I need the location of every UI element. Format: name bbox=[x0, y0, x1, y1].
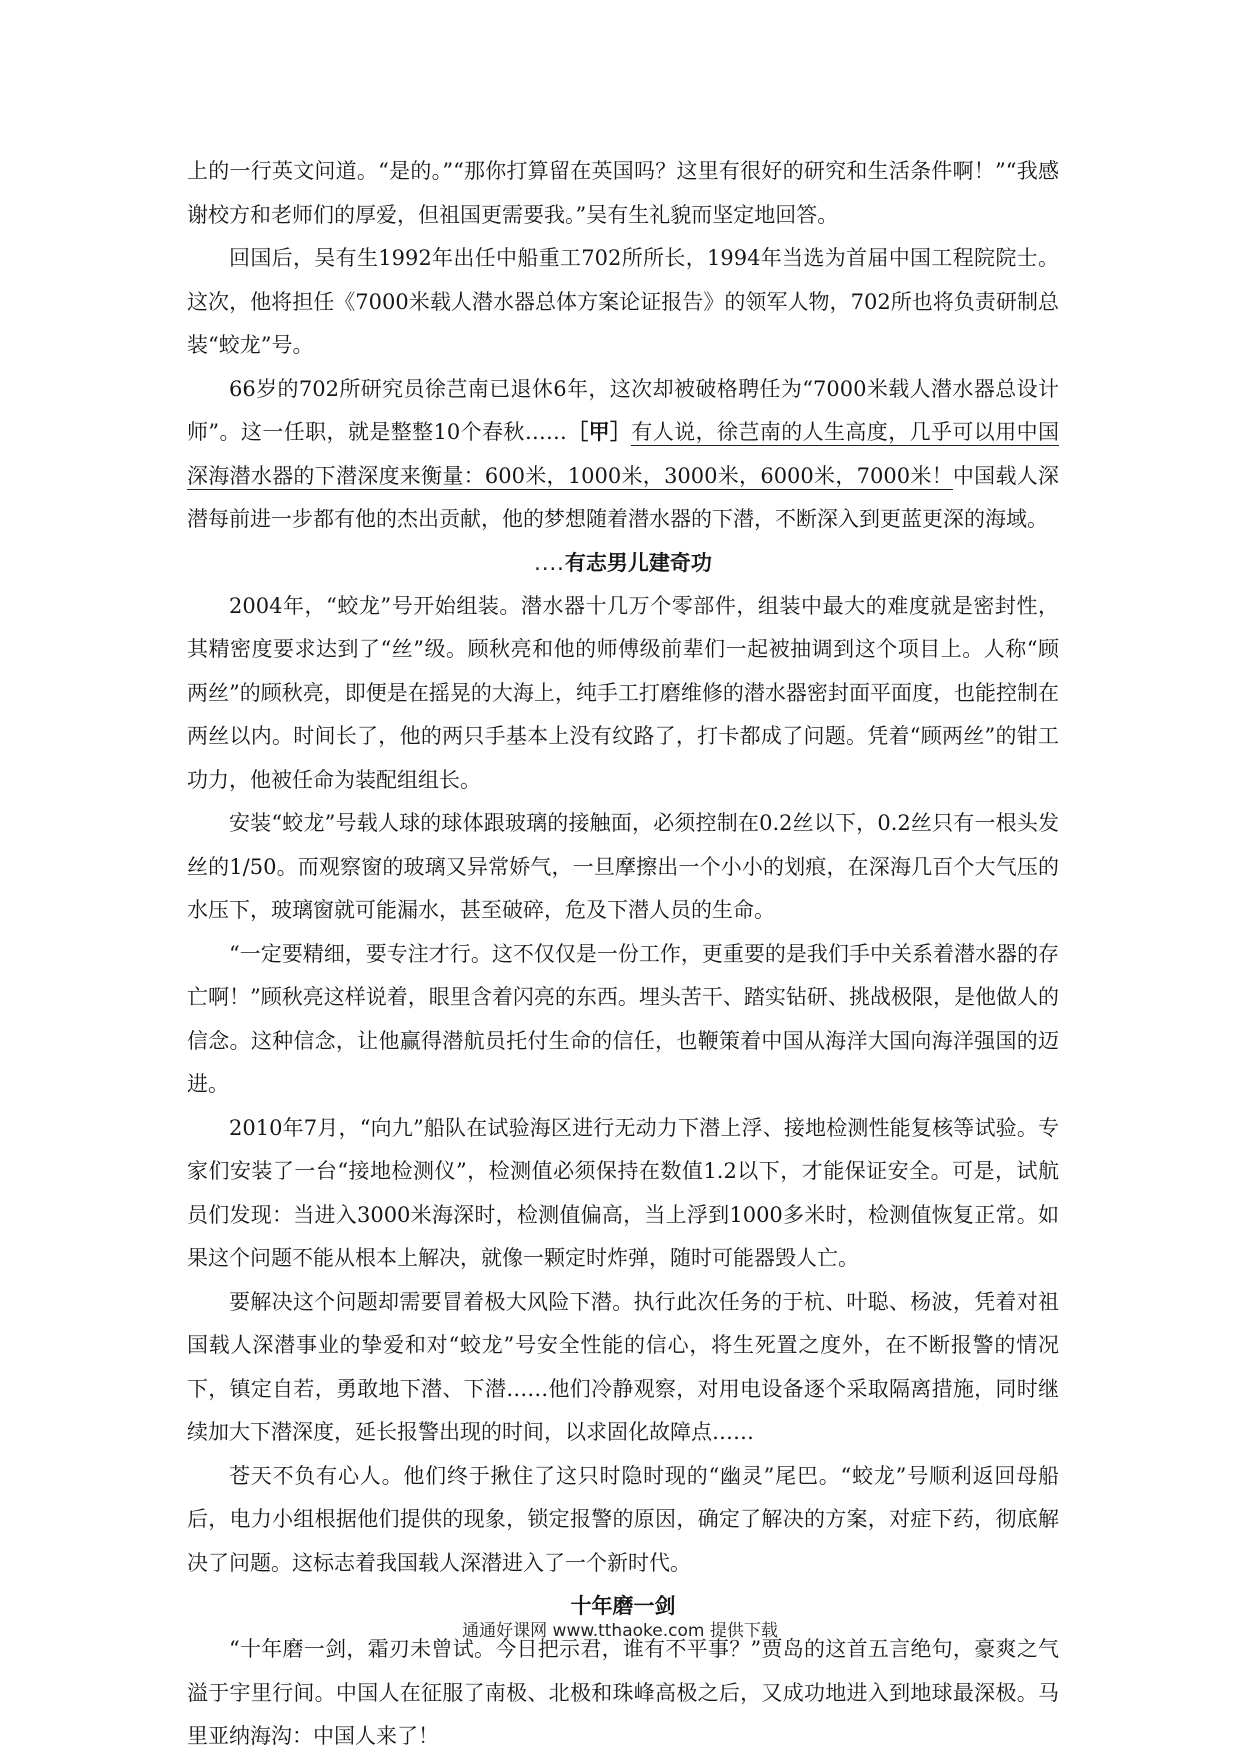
paragraph-wu-dialogue: 上的一行英文问道。“是的。”“那你打算留在英国吗？这里有很好的研究和生活条件啊！”“我感谢校方和老师们的厚爱，但祖国更需要我。”吴有生礼貌而坚定地回答。 bbox=[187, 159, 1059, 227]
section-title-2: 十年磨一剑 bbox=[570, 1594, 676, 1618]
paragraph-poem: “十年磨一剑，霜刃未曾试。今日把示君，谁有不平事？”贾岛的这首五言绝句，豪爽之气溢于宇里行间。中国人在征服了南极、北极和珠峰高极之后，又成功地进入到地球最深极。马里亚纳海沟：中国人来了！ bbox=[187, 1637, 1059, 1748]
paragraph-xu-text-before: 66岁的702所研究员徐芑南已退休6年，这次却被破格聘任为“7000米载人潜水器总设计师”。这一任职，就是整整10个春秋…… bbox=[187, 376, 1059, 444]
paragraph-assembly: 2004年，“蛟龙”号开始组装。潜水器十几万个零部件，组装中最大的难度就是密封性，其精密度要求达到了“丝”级。顾秋亮和他的师傅级前辈们一起被抽调到这个项目上。人称“顾两丝”的顾秋亮，即便是在摇晃的大海上，纯手工打磨维修的潜水器密封面平面度，也能控制在两丝以内。时间长了，他的两只手基本上没有纹路了，打卡都成了问题。凭着“顾两丝”的钳工功力，他被任命为装配组组长。 bbox=[187, 593, 1059, 792]
underlined-sentence: 有人说，徐芑南的人生高度，几乎可以用中国深海潜水器的下潜深度来衡量：600米，1000米，3000米，6000米，7000米！ bbox=[187, 420, 1059, 488]
paragraph-solved: 苍天不负有心人。他们终于揪住了这只时隐时现的“幽灵”尾巴。“蛟龙”号顺利返回母船后，电力小组根据他们提供的现象，锁定报警的原因，确定了解决的方案，对症下药，彻底解决了问题。这标志着我国载人深潜进入了一个新时代。 bbox=[187, 1463, 1059, 1575]
section-heading-1 bbox=[187, 542, 1059, 585]
paragraph-xu-designer bbox=[187, 368, 1059, 542]
paragraph-xu-text-after: 中国载人深潜每前进一步都有他的杰出贡献，他的梦想随着潜水器的下潜，不断深入到更蓝更深的海域。 bbox=[187, 463, 1059, 531]
page-footer: 通通好课网 www.tthaoke.com 提供下载 bbox=[462, 1621, 778, 1641]
annotation-marker-jia: ［甲］ bbox=[566, 420, 632, 444]
heading-emphasis-dots: .... bbox=[534, 550, 565, 575]
paragraph-wu-return: 回国后，吴有生1992年出任中船重工702所所长，1994年当选为首届中国工程院院士。这次，他将担任《7000米载人潜水器总体方案论证报告》的领军人物，702所也将负责研制总装“蛟龙”号。 bbox=[187, 246, 1059, 357]
article-body bbox=[187, 150, 1059, 1759]
paragraph-risk-dive: 要解决这个问题却需要冒着极大风险下潜。执行此次任务的于杭、叶聪、杨波，凭着对祖国载人深潜事业的挚爱和对“蛟龙”号安全性能的信心，将生死置之度外，在不断报警的情况下，镇定自若，勇敢地下潜、下潜……他们冷静观察，对用电设备逐个采取隔离措施，同时继续加大下潜深度，延长报警出现的时间，以求固化故障点…… bbox=[187, 1289, 1059, 1444]
paragraph-test-2010: 2010年7月，“向九”船队在试验海区进行无动力下潜上浮、接地检测性能复核等试验。专家们安装了一台“接地检测仪”，检测值必须保持在数值1.2以下，才能保证安全。可是，试航员们发现：当进入3000米海深时，检测值偏高，当上浮到1000多米时，检测值恢复正常。如果这个问题不能从根本上解决，就像一颗定时炸弹，随时可能器毁人亡。 bbox=[187, 1115, 1059, 1270]
section-title-1: 有志男儿建奇功 bbox=[564, 550, 712, 575]
paragraph-glass: 安装“蛟龙”号载人球的球体跟玻璃的接触面，必须控制在0.2丝以下，0.2丝只有一根头发丝的1/50。而观察窗的玻璃又异常娇气，一旦摩擦出一个小小的划痕，在深海几百个大气压的水压下，玻璃窗就可能漏水，甚至破碎，危及下潜人员的生命。 bbox=[187, 811, 1059, 922]
paragraph-gu-quote: “一定要精细，要专注才行。这不仅仅是一份工作，更重要的是我们手中关系着潜水器的存亡啊！”顾秋亮这样说着，眼里含着闪亮的东西。埋头苦干、踏实钻研、挑战极限，是他做人的信念。这种信念，让他赢得潜航员托付生命的信任，也鞭策着中国从海洋大国向海洋强国的迈进。 bbox=[187, 941, 1059, 1096]
